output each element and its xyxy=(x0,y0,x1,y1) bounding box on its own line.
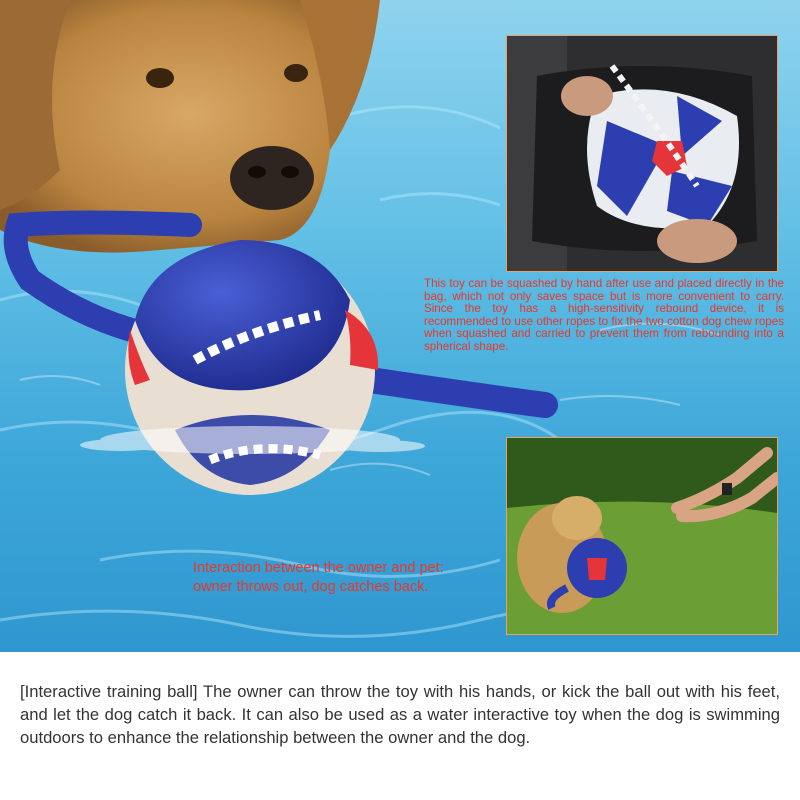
interaction-caption-line-2: owner throws out, dog catches back. xyxy=(193,579,429,595)
product-description: [Interactive training ball] The owner can throw the toy with his hands, or kick the ball out with his feet, and let the dog catch it back. It can also be used as a water interactive toy when the dog is swimming outdoors to enhance the relationship between the owner and the dog. xyxy=(20,682,780,747)
play-photo xyxy=(506,437,778,635)
squash-caption: This toy can be squashed by hand after use and placed directly in the bag, which not only saves space but is more convenient to carry. Since the toy has a high-sensitivity rebound device, it is recommended to use other ropes to fix the two cotton dog chew ropes when squashed and carried to prevent them from rebounding into a spherical shape. xyxy=(424,277,784,353)
interaction-caption-line-1: Interaction between the owner and pet: xyxy=(193,560,444,576)
interaction-caption xyxy=(193,559,493,597)
bag-photo xyxy=(506,35,778,272)
squashed-toy-in-backpack-image xyxy=(507,36,777,271)
dog-catching-toy-on-grass-image xyxy=(507,438,777,634)
toy-ball xyxy=(125,240,378,495)
